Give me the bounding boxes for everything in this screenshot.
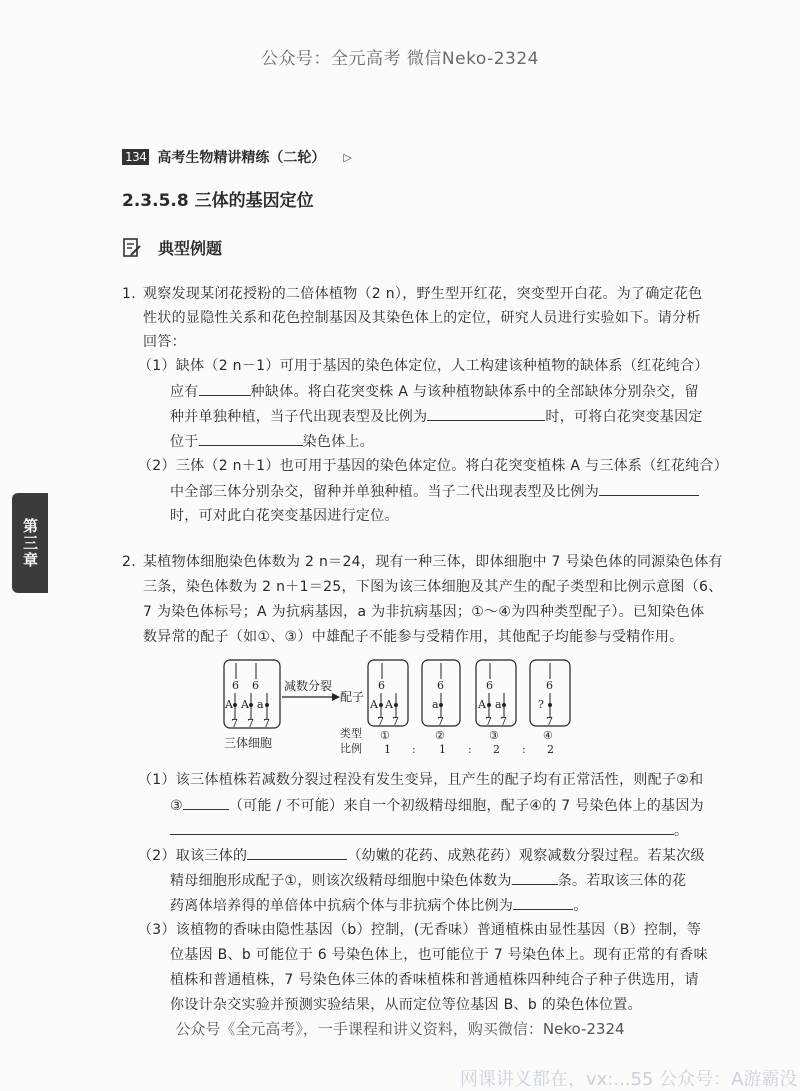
answer-blank[interactable] bbox=[599, 479, 699, 496]
q1-sub1-line4: 位于 染色体上。 bbox=[170, 429, 374, 455]
answer-blank[interactable] bbox=[183, 793, 229, 810]
type-4: ④ bbox=[543, 729, 553, 742]
cell-label: 三体细胞 bbox=[224, 736, 273, 750]
q1-sub2-line1: （2）三体（2 n＋1）也可用于基因的染色体定位。将白花突变植株 A 与三体系（红花纯合） bbox=[138, 458, 729, 474]
ratio-2: 1 bbox=[439, 743, 446, 756]
q2-stem-line1: 某植物体细胞染色体数为 2 n＝24，现有一种三体，即体细胞中 7 号染色体的同源染色体有 bbox=[143, 554, 723, 570]
type-2: ② bbox=[435, 729, 445, 742]
q1-stem-line3: 回答： bbox=[143, 334, 186, 350]
q1-sub2-line2: 中全部三体分别杂交，留种并单独种植。当子二代出现表型及比例为 bbox=[170, 479, 699, 505]
answer-blank[interactable] bbox=[512, 868, 558, 885]
svg-text:6: 6 bbox=[437, 679, 444, 692]
q2-stem-line4: 数异常的配子（如①、③）中雄配子不能参与受精作用，其他配子均能参与受精作用。 bbox=[143, 629, 684, 645]
footer-watermark: 公众号《全元高考》，一手课程和讲义资料，购买微信：Neko-2324 bbox=[175, 1020, 625, 1038]
svg-text:7: 7 bbox=[500, 715, 507, 728]
svg-text:6: 6 bbox=[378, 679, 385, 692]
type-label: 类型 bbox=[340, 727, 362, 740]
answer-blank[interactable] bbox=[199, 379, 251, 396]
svg-text:a: a bbox=[432, 698, 439, 711]
q2-sub3-line3: 植株和普通植株，7 号染色体三体的香味植株和普通植株四种纯合子种子供选用，请 bbox=[170, 972, 699, 988]
svg-text:7: 7 bbox=[263, 717, 270, 730]
book-title: 高考生物精讲精练（二轮） bbox=[157, 150, 326, 166]
notebook-pencil-icon bbox=[122, 237, 142, 259]
q2-stem-line2: 三条，染色体数为 2 n＋1＝25，下图为该三体细胞及其产生的配子类型和比例示意图（6、 bbox=[143, 579, 723, 595]
running-header bbox=[122, 147, 352, 167]
trisomy-gamete-diagram bbox=[222, 657, 582, 757]
type-1: ① bbox=[380, 729, 390, 742]
q2-sub1-line2: ③ （可能 / 不可能）来自一个初级精母细胞，配子④的 7 号染色体上的基因为 bbox=[170, 793, 704, 819]
svg-text:6: 6 bbox=[232, 679, 239, 692]
ratio-label: 比例 bbox=[340, 742, 362, 755]
section-title: 2.3.5.8 三体的基因定位 bbox=[122, 191, 314, 211]
q1-sub1-line3: 种并单独种植，当子代出现表型及比例为 时，可将白花突变基因定 bbox=[170, 404, 703, 430]
answer-blank[interactable] bbox=[247, 843, 347, 860]
q2-sub1-line3: 。 bbox=[170, 818, 688, 844]
svg-text:7: 7 bbox=[485, 715, 492, 728]
gamete-3-outline bbox=[476, 660, 516, 726]
gamete-label: 配子 bbox=[340, 690, 365, 704]
arrow-head-icon bbox=[332, 693, 340, 701]
answer-blank[interactable] bbox=[199, 429, 303, 446]
examples-title: 典型例题 bbox=[158, 239, 223, 258]
svg-text:7: 7 bbox=[231, 717, 238, 730]
q2-number: 2. bbox=[122, 554, 136, 570]
ratio-3: 2 bbox=[493, 743, 500, 756]
page-header-watermark: 公众号：全元高考 微信Neko-2324 bbox=[261, 49, 539, 69]
gamete-1-outline bbox=[368, 660, 408, 726]
svg-text::: : bbox=[412, 743, 416, 756]
svg-text:A: A bbox=[478, 698, 486, 711]
q2-sub2-line3: 药离体培养得的单倍体中抗病个体与非抗病个体比例为 。 bbox=[170, 893, 588, 919]
ratio-4: 2 bbox=[547, 743, 554, 756]
answer-blank[interactable] bbox=[513, 893, 573, 910]
svg-text:A: A bbox=[385, 698, 393, 711]
q1-stem-line1: 观察发现某闭花授粉的二倍体植物（2 n），野生型开红花，突变型开白花。为了确定花色 bbox=[143, 286, 703, 302]
svg-text:7: 7 bbox=[247, 717, 254, 730]
q1-sub2-line3: 时，可对此白花突变基因进行定位。 bbox=[170, 508, 399, 524]
svg-text:A: A bbox=[225, 698, 233, 711]
svg-text:6: 6 bbox=[252, 679, 259, 692]
page-number: 134 bbox=[122, 149, 149, 165]
q2-sub3-line2: 位基因 B、b 可能位于 6 号染色体上，也可能位于 7 号染色体上。现有正常的有香味 bbox=[170, 947, 708, 963]
q2-sub1-line1: （1）该三体植株若减数分裂过程没有发生变异，且产生的配子均有正常活性，则配子②和 bbox=[138, 772, 704, 788]
ratio-1: 1 bbox=[384, 743, 391, 756]
meiosis-label: 减数分裂 bbox=[284, 679, 333, 693]
svg-text:7: 7 bbox=[546, 715, 553, 728]
q1-sub1-line2: 应有 种缺体。将白花突变株 A 与该种植物缺体系中的全部缺体分别杂交，留 bbox=[170, 379, 699, 405]
svg-text::: : bbox=[468, 743, 472, 756]
examples-heading bbox=[122, 236, 222, 259]
svg-text:7: 7 bbox=[392, 715, 399, 728]
type-3: ③ bbox=[489, 729, 499, 742]
svg-text:a: a bbox=[495, 698, 502, 711]
svg-text:7: 7 bbox=[377, 715, 384, 728]
q2-sub3-line1: （3）该植物的香味由隐性基因（b）控制，(无香味）普通植株由显性基因（B）控制，等 bbox=[138, 922, 702, 938]
chapter-tab: 第三章 bbox=[12, 493, 48, 593]
svg-text:a: a bbox=[257, 698, 264, 711]
q2-sub2-line2: 精母细胞形成配子①，则该次级精母细胞中染色体数为 条。若取该三体的花 bbox=[170, 868, 686, 894]
q1-stem-line2: 性状的显隐性关系和花色控制基因及其染色体上的定位，研究人员进行实验如下。请分析 bbox=[143, 310, 701, 326]
svg-text:A: A bbox=[241, 698, 249, 711]
answer-blank[interactable] bbox=[170, 818, 674, 835]
svg-text:A: A bbox=[370, 698, 378, 711]
q1-sub1-line1: （1）缺体（2 n－1）可用于基因的染色体定位，人工构建该种植物的缺体系（红花纯合） bbox=[138, 358, 709, 374]
svg-text:7: 7 bbox=[437, 715, 444, 728]
play-triangle-icon: ▷ bbox=[343, 150, 352, 164]
q2-sub3-line4: 你设计杂交实验并预测实验结果，从而定位等位基因 B、b 的染色体位置。 bbox=[170, 997, 642, 1013]
q2-stem-line3: 7 为染色体标号；A 为抗病基因，a 为非抗病基因；①～④为四种类型配子）。已知染色体 bbox=[143, 604, 705, 620]
svg-text:?: ? bbox=[538, 698, 544, 711]
q1-number: 1. bbox=[122, 286, 136, 302]
q2-sub2-line1: （2）取该三体的 （幼嫩的花药、成熟花药）观察减数分裂过程。若某次级 bbox=[138, 843, 705, 869]
svg-text::: : bbox=[522, 743, 526, 756]
svg-text:6: 6 bbox=[486, 679, 493, 692]
bottom-watermark: 网课讲义都在，vx:...55 公众号：A游霸没 bbox=[460, 1069, 798, 1090]
answer-blank[interactable] bbox=[427, 404, 545, 421]
svg-text:6: 6 bbox=[546, 679, 553, 692]
